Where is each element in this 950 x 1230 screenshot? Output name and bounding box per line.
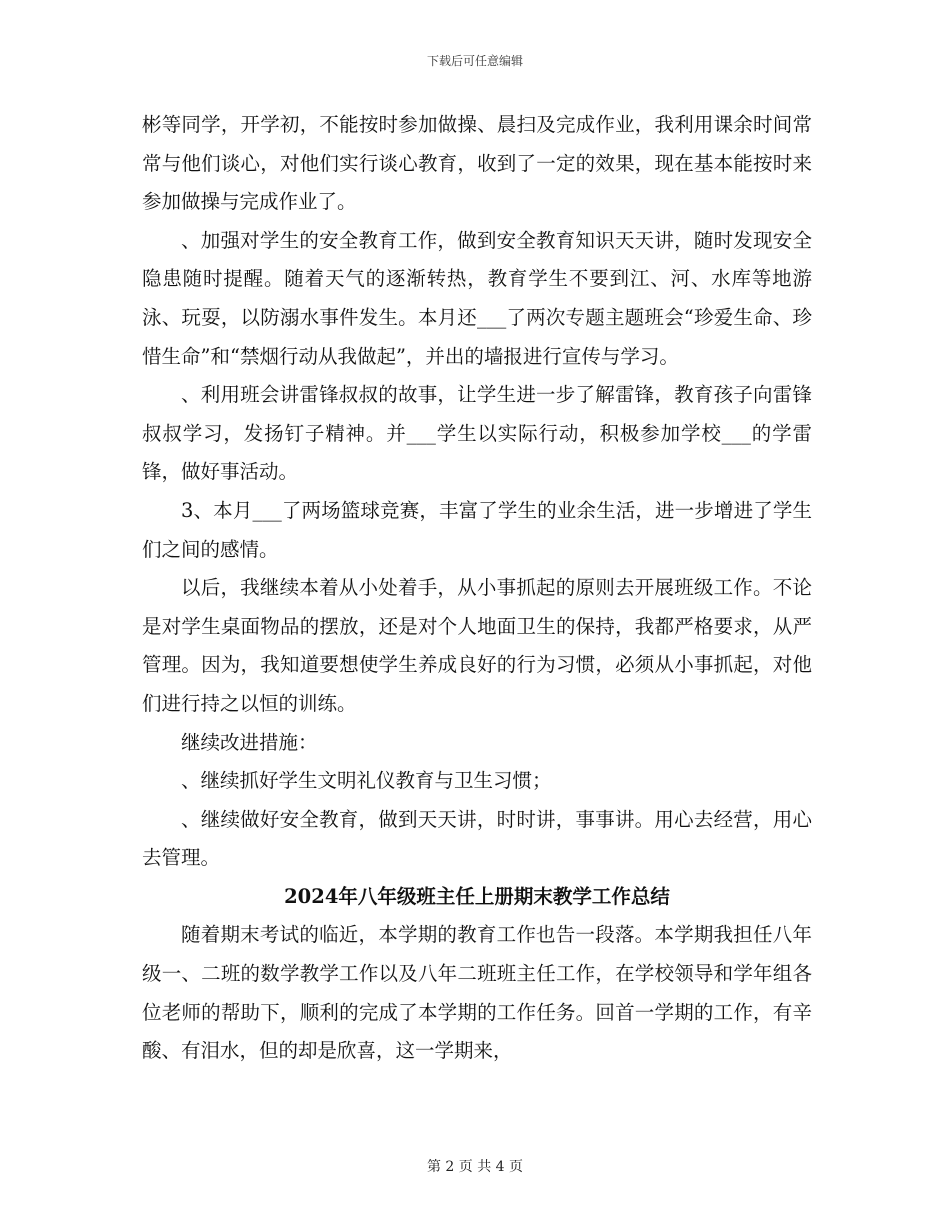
section-title: 2024年八年级班主任上册期末教学工作总结	[284, 884, 670, 908]
paragraph-improvement-1: 、继续抓好学生文明礼仪教育与卫生习惯；	[181, 769, 552, 793]
paragraph-lei-feng: 、利用班会讲雷锋叔叔的故事，让学生进一步了解雷锋，教育孩子向雷锋叔叔学习，发扬钉子精神。并___学生以实际行动，积极参加学校___的学雷锋，做好事活动。	[142, 383, 812, 484]
page-header: 下载后可任意编辑	[426, 54, 523, 68]
paragraph-improvement-2: 、继续做好安全教育，做到天天讲，时时讲，事事讲。用心去经营，用心去管理。	[142, 807, 812, 870]
paragraph-future-work: 以后，我继续本着从小处着手，从小事抓起的原则去开展班级工作。不论是对学生桌面物品的摆放，还是对个人地面卫生的保持，我都严格要求，从严管理。因为，我知道要想使学生养成良好的行为习惯，必须从小事抓起，对他们进行持之以恒的训练。	[142, 576, 812, 715]
page-number: 第 2 页 共 4 页	[426, 1159, 524, 1175]
paragraph-summary-intro: 随着期末考试的临近，本学期的教育工作也告一段落。本学期我担任八年级一、二班的数学教学工作以及八年二班班主任工作，在学校领导和学年组各位老师的帮助下，顺利的完成了本学期的工作任务。回首一学期的工作，有辛酸、有泪水，但的却是欣喜，这一学期来，	[142, 923, 812, 1063]
document-body	[142, 106, 812, 1071]
paragraph-improvement-heading: 继续改进措施：	[181, 730, 318, 754]
paragraph-safety-education: 、加强对学生的安全教育工作，做到安全教育知识天天讲，随时发现安全隐患随时提醒。随着天气的逐渐转热，教育学生不要到江、河、水库等地游泳、玩耍，以防溺水事件发生。本月还___了两次专题主题班会“珍爱生命、珍惜生命”和“禁烟行动从我做起”，并出的墙报进行宣传与学习。	[142, 228, 812, 368]
paragraph-basketball: 3、本月___了两场篮球竞赛，丰富了学生的业余生活，进一步增进了学生们之间的感情。	[142, 498, 812, 561]
paragraph-continuation: 彬等同学，开学初，不能按时参加做操、晨扫及完成作业，我利用课余时间常常与他们谈心，对他们实行谈心教育，收到了一定的效果，现在基本能按时来参加做操与完成作业了。	[142, 113, 812, 214]
